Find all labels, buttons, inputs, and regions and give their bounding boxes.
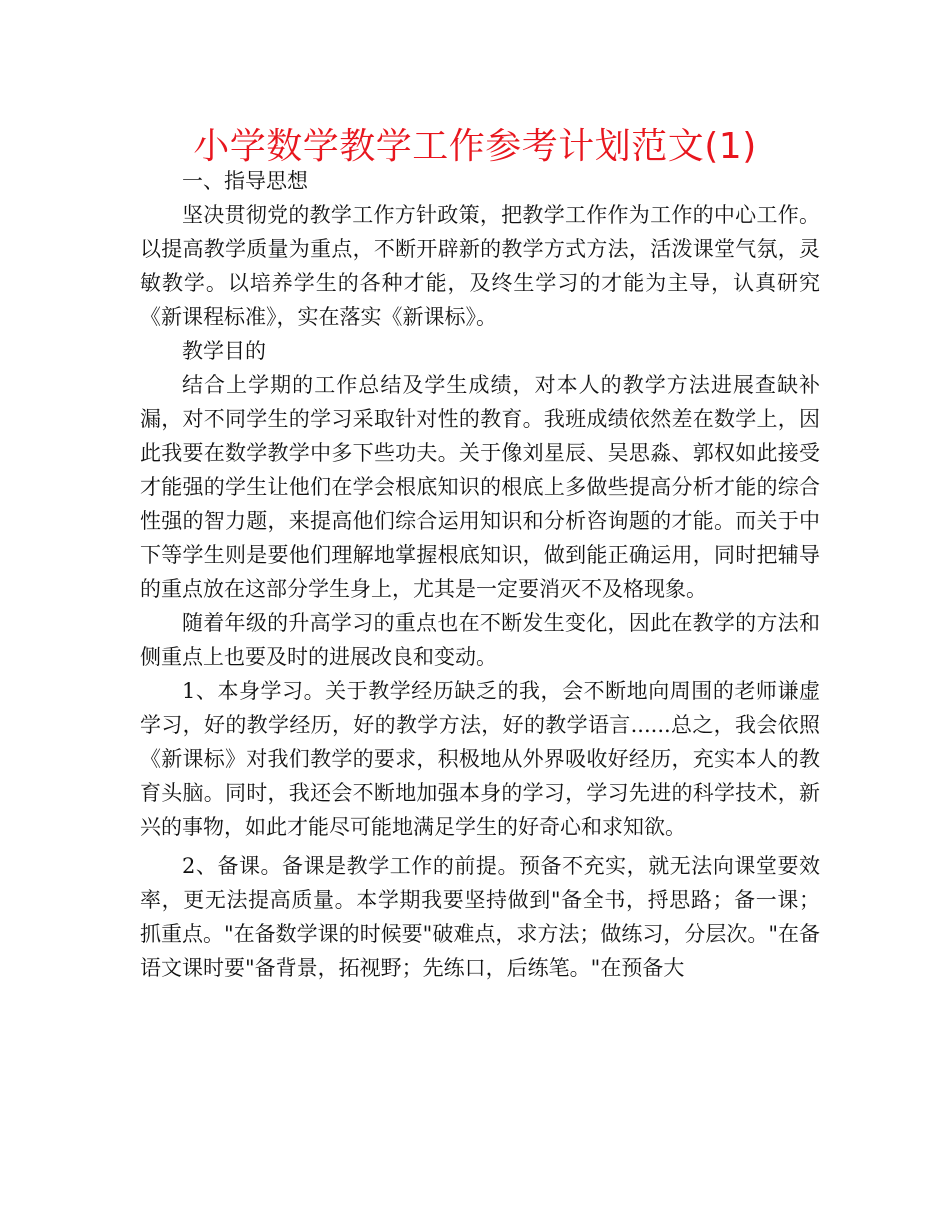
paragraph-grade-changes: 随着年级的升高学习的重点也在不断发生变化，因此在教学的方法和侧重点上也要及时的进展改良和变动。 [140, 611, 820, 669]
section-heading-guiding-ideology: 一、指导思想 [182, 169, 308, 193]
document-body [140, 164, 820, 985]
document-title: 小学数学教学工作参考计划范文(1) [193, 126, 757, 167]
paragraph-guiding-ideology: 坚决贯彻党的教学工作方针政策，把教学工作作为工作的中心工作。以提高教学质量为重点，不断开辟新的教学方式方法，活泼课堂气氛，灵敏教学。以培养学生的各种才能，及终生学习的才能为主导，认真研究《新课程标准》，实在落实《新课标》。 [140, 203, 820, 329]
paragraph-self-study: 1、本身学习。关于教学经历缺乏的我，会不断地向周围的老师谦虚学习，好的教学经历，好的教学方法，好的教学语言......总之，我会依照《新课标》对我们教学的要求，积极地从外界吸收好经历，充实本人的教育头脑。同时，我还会不断地加强本身的学习，学习先进的科学技术，新兴的事物，如此才能尽可能地满足学生的好奇心和求知欲。 [140, 679, 820, 839]
paragraph-lesson-prep: 2、备课。备课是教学工作的前提。预备不充实，就无法向课堂要效率，更无法提高质量。本学期我要坚持做到"备全书，捋思路；备一课；抓重点。"在备数学课的时候要"破难点，求方法；做练习，分层次。"在备语文课时要"备背景，拓视野；先练口，后练笔。"在预备大 [140, 854, 820, 980]
paragraph-teaching-goal: 结合上学期的工作总结及学生成绩，对本人的教学方法进展查缺补漏，对不同学生的学习采取针对性的教育。我班成绩依然差在数学上，因此我要在数学教学中多下些功夫。关于像刘星辰、吴思淼、郭权如此接受才能强的学生让他们在学会根底知识的根底上多做些提高分析才能的综合性强的智力题，来提高他们综合运用知识和分析咨询题的才能。而关于中下等学生则是要他们理解地掌握根底知识，做到能正确运用，同时把辅导的重点放在这部分学生身上，尤其是一定要消灭不及格现象。 [140, 373, 820, 601]
section-heading-teaching-goal: 教学目的 [182, 339, 266, 363]
